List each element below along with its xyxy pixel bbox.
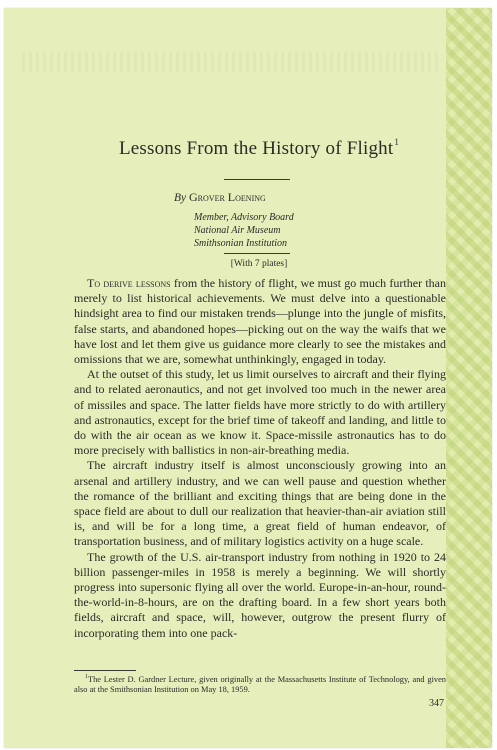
show-through-text [22,52,442,72]
byline [174,190,384,205]
footnote-marker: 1 [85,674,88,680]
article-title [74,138,444,160]
paragraph-3: The aircraft industry itself is almost unconsciously growing into an arsenal and artillery industry, and we can well pause and question whether the romance of the brilliant and exciting things that are being done in the space field are about to dull our realization that heavier-than-air aviation still is, and will be for a long time, a great field of human endeavor, of transportation business, and of military logistics activity on a huge scale. [74,458,446,549]
affiliation-line-3: Smithsonian Institution [194,238,288,249]
footnote [74,672,446,696]
byline-prefix: By [174,192,190,204]
title-text: Lessons From the History of Flight [118,138,394,159]
footnote-text: The Lester D. Gardner Lecture, given originally at the Massachusetts Institute of Technology, and given also at the Smithsonian Institution on May 18, 1959. [74,674,446,695]
title-footnote-marker: 1 [394,137,400,147]
page-number: 347 [429,698,444,709]
plates-note: [With 7 plates] [230,259,288,269]
paragraph-1 [74,276,446,367]
title-rule [224,179,290,180]
paragraph-2: At the outset of this study, let us limit ourselves to aircraft and their flying and to related aeronautics, and not get involved too much in the newer area of missiles and space. The latter fields have more strictly to do with artillery and astronautics, except for the brief time of takeoff and landing, and little to do with the air ocean as we know it. Space-missile astronautics has to do more precisely with ballistics in non-air-breathing media. [74,367,446,458]
article-body [74,276,446,641]
affiliation-line-1: Member, Advisory Board [194,212,294,223]
author-name: Grover Loening [189,190,266,204]
footnote-rule [74,670,136,671]
affiliation-rule [224,253,290,254]
paragraph-1-text: from the history of flight, we must go much further than merely to list historical achievements. We must delve into a questionable hindsight area to find our mistaken trends—plunge into the jungle of misfits, false starts, and abandoned hopes—picking out on the way the waifs that we have lost and let them give us guidance more clearly to see the mistakes and omissions that we are, somewhat unthinkingly, engaged in today. [74,276,446,367]
paragraph-4: The growth of the U.S. air-transport industry from nothing in 1920 to 24 billion passenger-miles in 1958 is merely a beginning. We will shortly progress into supersonic flying all over the world. Europe-in-an-hour, round-the-world-in-8-hours, are on the drafting board. In a few short years both fields, aircraft and space, will, however, outgrow the present flurry of incorporating them into one pack- [74,549,446,640]
affiliation-line-2: National Air Museum [194,225,281,236]
lead-in-small-caps: To derive lessons [87,276,171,290]
patterned-page-edge [446,8,492,748]
page-sheet [4,8,492,748]
